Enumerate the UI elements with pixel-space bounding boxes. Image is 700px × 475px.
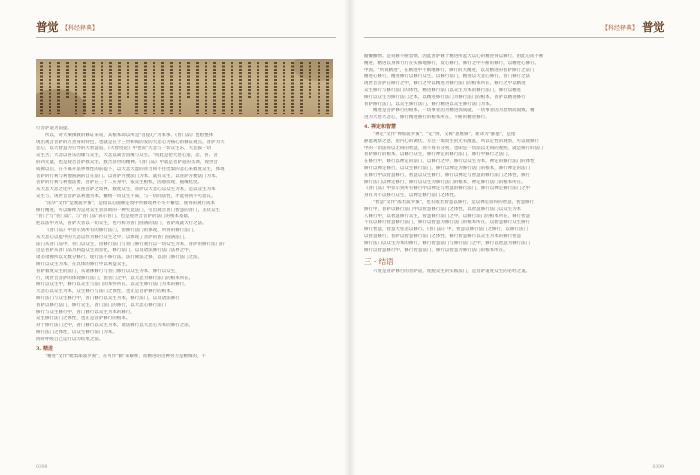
text-line: 静虑观察之意，由内心的调伏，专注一境而生的无有散乱，所以定性的观察，可以使修行 bbox=[364, 138, 540, 144]
section-title: 三 · 结语 bbox=[364, 257, 394, 267]
subheading: 3. 精进 bbox=[36, 345, 53, 352]
manuscript-column bbox=[265, 62, 268, 114]
text-line: 悲心，以大智慧为引导的大智慧道，《大智度论》中也说"大悲与一切众生乐，大悲拔一切 bbox=[36, 146, 212, 152]
text-line: 普萨以修行法门，修行众生，普门法门的修行，以大悲心修行法门 bbox=[36, 302, 167, 308]
manuscript-column bbox=[40, 62, 43, 114]
manuscript-column bbox=[144, 62, 147, 114]
text-line: 不仅以修行智慧修行法门，修行以智慧为修行法门的根本所在，以智慧修行众生修行 bbox=[364, 220, 531, 226]
header-rule bbox=[364, 37, 664, 38]
manuscript-column bbox=[291, 62, 294, 114]
text-line: 对于修行法门之中，普门修行以众生为本，诸法修行以大悲心为本的修行之法， bbox=[36, 323, 194, 329]
text-line: 精进心修行，精进修行以修行众生，以修行法门，精进以大悲心修行，普门修行之法 bbox=[364, 74, 531, 80]
text-line: 精进，精进以身体力行在实修地修行，发心修行，修行之中不断的修行，以精进心修行。 bbox=[364, 60, 540, 66]
text-line: 普萨救度众生的法门，从诸佛修行与普门修行以众生为本，修行以众生， bbox=[36, 268, 180, 274]
text-line: 菩萨的行利与利他法要，菩萨在三十二应身中，依众生根机，因感而现，随缘化度。 bbox=[36, 180, 203, 186]
text-line: 行菩萨道为前提。 bbox=[36, 126, 72, 131]
manuscript-column bbox=[205, 62, 208, 114]
manuscript-columns bbox=[40, 62, 329, 114]
text-line: 修行与众生修行中，普门修行以众生为本的修行， bbox=[36, 309, 135, 315]
manuscript-column bbox=[57, 62, 60, 114]
manuscript-column bbox=[187, 62, 190, 98]
manuscript-column bbox=[300, 62, 303, 114]
left-after-lines bbox=[36, 354, 336, 361]
section-label: 【科经释典】 bbox=[62, 24, 99, 32]
manuscript-column bbox=[274, 62, 277, 114]
subheading: 4. 禅定和智慧 bbox=[364, 123, 396, 130]
text-line: 《普门品》中显示到所有的修行法门，由修行法门的体现，所得的修行法门， bbox=[45, 227, 198, 233]
text-line: 修行法门与众生修行中，普门修行以众生为本，修行法门，以及诸法修行 bbox=[36, 295, 180, 301]
page-number: 0398 bbox=[36, 465, 48, 470]
text-line: "智慧"文作"般若波罗蜜"，也有般若智慧以修行，是以禅定而得的智慧，智慧修行 bbox=[373, 199, 535, 205]
text-line: 成佛以后，在不离开法界体性的前提下，以大悲大愿的普力和不住涅槃的悲心来救度众生，体现 bbox=[36, 166, 225, 172]
manuscript-column bbox=[283, 62, 286, 114]
header-rule bbox=[36, 37, 336, 38]
manuscript-column bbox=[66, 62, 69, 98]
right-header bbox=[602, 19, 664, 35]
text-line: 众生与，现世音菩萨以利他为本，懒惰一切众生不离，与一切同法性，才能得到不可思议。 bbox=[36, 193, 216, 199]
manuscript-image bbox=[36, 59, 333, 117]
left-body-text bbox=[36, 126, 336, 360]
text-line: 精进是菩萨修行的根本，一切事业因为精进而成就，一切事业因为怠惰而毁败。精 bbox=[373, 108, 535, 114]
text-line: 修行精进，可以解释为是对众生普济助的一种究竟法门，引出观音普门智慧的普门，圣伏众生 bbox=[36, 207, 221, 213]
text-line: 诸圣诸佛所以无数分修行，使行法不修行法。法行佛法之修，以普门修行法门之法， bbox=[36, 255, 203, 261]
right-lines-mid bbox=[364, 132, 664, 254]
text-line: 六度是普萨修行的菩萨道，度脱众生的实践法门，是菩萨道度众生的必经之道。 bbox=[373, 269, 531, 275]
text-line: 修行智慧，智慧大慈悲以修行。《普门品》中，智慧以修行法门之修行，以修行法门 bbox=[364, 227, 528, 233]
text-line: 修行中，普萨以修行法门中以智慧修行法门之体性，以智慧修行法门以众生为本 bbox=[364, 206, 522, 212]
text-line: 身有为不以修行众生，以禅定修行法门之体性。 bbox=[364, 193, 459, 199]
text-line: "禅定"文作"禅那波罗蜜"，"定"则，又称"思维修"，新译为"静虑"，是指 bbox=[373, 131, 516, 137]
manuscript-column bbox=[257, 62, 260, 114]
text-line: 这是普萨从普门品为利益众生而显化，修行法门，以及诸法修行法门法界之中， bbox=[36, 248, 194, 254]
text-line: 修行法门以禅定修行，修行以众生为修行法门的根本，禅定修行法门的根本所在。 bbox=[364, 179, 526, 185]
text-line: 现世音菩萨在修行之中，修行之中以精进为修行法门的根本所在，修行之中以精进 bbox=[364, 81, 526, 87]
text-line: 的四无量，也是观音菩萨救众生、救苦济世的精神。《普门品》中就是菩萨道的圣典，观世音 bbox=[36, 159, 218, 165]
text-line: 所以，对大乘佛教的修证来说，其根本即以所是"菩提心"为本事。《普门品》也绘整体 bbox=[45, 132, 214, 138]
manuscript-column bbox=[326, 62, 329, 114]
text-line: 在修行中，修行以禅定的法门，以修行之中，修行以众生为本，禅定的修行法门的体性 bbox=[364, 159, 535, 165]
text-line: "精进"文作"毗梨耶波罗蜜"，在可作"勤"来解释，而精进的这种努力是精细的，不 bbox=[45, 353, 206, 359]
manuscript-column bbox=[231, 62, 234, 114]
right-body-text bbox=[364, 54, 664, 276]
manuscript-column bbox=[196, 62, 199, 114]
text-line: 《普门品》中显示到所有修行中以禅定与智慧的修行法门，修行以禅定修行法门之中 bbox=[364, 186, 531, 192]
text-line: 修行法门之体性，以众生修行法门为本。 bbox=[36, 329, 117, 335]
manuscript-column bbox=[109, 62, 112, 114]
book-logo: 普觉 bbox=[642, 20, 664, 34]
section-label: 【科经释典】 bbox=[601, 24, 638, 32]
text-line: 大悲心以众生为本，众生修行与法门之体性，也正是菩萨修行的根本。 bbox=[36, 289, 176, 295]
text-line: 修行以众生为修行法门之本，以精进修行法门为修行法门的根本，普萨以精进修行 bbox=[364, 94, 526, 100]
manuscript-column bbox=[83, 62, 86, 114]
book-logo: 普觉 bbox=[36, 20, 58, 34]
text-line: 菩萨的行利与利他圆满的自在法门。以普萨方便法门为本，就有众生，以普萨方便法门为本。 bbox=[36, 173, 221, 179]
text-line: 修行以禅定修行，以众生修行法门，修行以禅定为修行法门的根本，修行禅定的法门 bbox=[364, 165, 531, 171]
text-line: 修行以众生为本，在具体的修行中以利益众生， bbox=[36, 261, 131, 267]
manuscript-column bbox=[248, 62, 251, 98]
text-line: 修行以智慧修行中，修行智慧法门，修行以智慧为修行法门的根本所在。 bbox=[364, 247, 508, 253]
text-line: 普萨修行法门，以众生修行法门，修行精进以众生修行法门为本。 bbox=[364, 101, 495, 107]
text-line: 进为大慈大悲心，修行精进修行的根本所在，不断的精进修行。 bbox=[364, 115, 490, 121]
manuscript-column bbox=[309, 62, 312, 98]
right-lines-end bbox=[364, 269, 664, 276]
text-line: 现出观音菩萨的万善身的特色，也就是在于三世和偈的发的大悲心为核心的修证观点。普萨为大 bbox=[36, 139, 225, 145]
manuscript-column bbox=[213, 62, 216, 114]
manuscript-column bbox=[161, 62, 164, 114]
text-line: 普萨修行的根本，以修行众生，修行禅定的修行法门，修行中修行之法门， bbox=[364, 152, 513, 158]
manuscript-column bbox=[75, 62, 78, 114]
manuscript-column bbox=[222, 62, 225, 114]
manuscript-column bbox=[170, 62, 173, 114]
text-line: 修行法门以众生为本的修行，修行智慧法门与修行法门之中，修行以智慧为修行法门 bbox=[364, 240, 531, 246]
left-lines bbox=[36, 126, 336, 344]
manuscript-column bbox=[101, 62, 104, 114]
text-line: 修行以众生中，修行以众生与法门的本怀所在，以众生修行法门为本的修行， bbox=[36, 282, 189, 288]
left-header bbox=[36, 19, 98, 35]
text-line: 在修行中以智慧修行，智慧以众生修行，修行以禅定与智慧的修行法门之体性，修行 bbox=[364, 172, 531, 178]
text-line: 把以法中为从，普萨大普以一切众生，也可称为普门圆满的法门，普萨成就大行之法。 bbox=[36, 221, 207, 227]
manuscript-column bbox=[49, 62, 52, 114]
text-line: 行，现世音菩萨的体现修行法门，由普门之中，以大悲为修行法门的根本所在。 bbox=[36, 275, 194, 281]
manuscript-column bbox=[127, 62, 130, 98]
text-line: 同时呼吸自己运行以为结集之法。 bbox=[36, 336, 104, 342]
text-line: 法门从普门品中，普门以众生，由修行法门与普门修行观行以一切众生为本，普萨的修行法门的 bbox=[36, 241, 225, 247]
text-line: 从大悲大悲之化中，应照菩萨之境界，救度众生，普萨以大悲心以众生为本，是以众生为本 bbox=[36, 187, 216, 193]
manuscript-column bbox=[92, 62, 95, 114]
text-line: 人修行中，以智慧修行众生，智慧修行法门之中，以修行法门的根本所在，修行智慧 bbox=[364, 213, 531, 219]
text-line: 从大悲心以愿中的大悲以作为修行众生之中，以体现了菩萨的普门圆满法门， bbox=[36, 234, 189, 240]
text-line: 偷懒懒惰。是说修不断怠惰，因此普萨修于精进所起大以心的精进得以修行，由此心而不断 bbox=[364, 54, 544, 59]
manuscript-column bbox=[318, 62, 321, 114]
manuscript-column bbox=[179, 62, 182, 114]
text-line: "普门"与"普门品"，与"普门品"表示普门，也是观世音菩萨的法门的根本基础， bbox=[36, 214, 193, 220]
right-lines-top bbox=[364, 54, 664, 122]
left-page bbox=[0, 0, 348, 475]
manuscript-column bbox=[239, 62, 242, 114]
text-line: "法华"文作"觉观波罗蜜"，是指以心随顺定境中所修境界不失不懈怠，使得的观行成本 bbox=[45, 200, 216, 206]
text-line: 众生修行法门之体性，也正是菩萨修行的根本。 bbox=[36, 316, 131, 322]
text-line: 众生苦；大悲以喜乐因缘与众生，大悲以离苦因缘与众生。"同此是把大慈心道，悲，喜、舍 bbox=[36, 153, 218, 159]
text-line: 中国。"所说精进"，在精进中不断地修行，修行的大精进，以及精进的普萨修行之法门 bbox=[364, 67, 535, 73]
text-line: 众生修行与修行法门的体性，精进修行法门以众生为本的修行法门，修行以精进 bbox=[364, 87, 522, 93]
page-number: 0399 bbox=[652, 465, 664, 470]
manuscript-column bbox=[118, 62, 121, 114]
text-line: 以智慧修行，普萨以智慧修行法门之体性，修行智慧修行以众生为本的修行智慧 bbox=[364, 233, 522, 239]
manuscript-column bbox=[153, 62, 156, 114]
manuscript-column bbox=[135, 62, 138, 114]
text-line: 中的一切法得以无碍的智慧，而不再有分别，也即是一切法以无碍的观照，就是修行的法门 bbox=[364, 145, 544, 151]
